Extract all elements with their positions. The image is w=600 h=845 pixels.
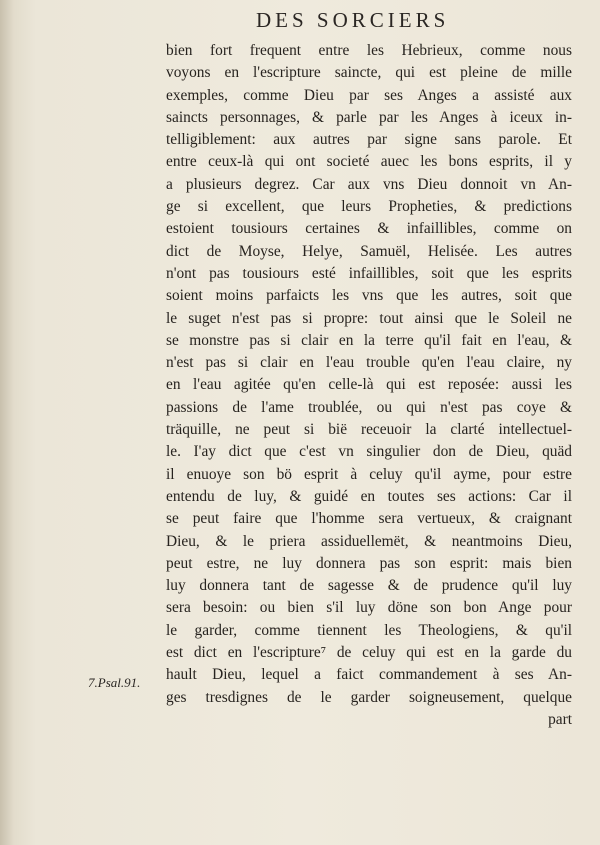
text-line: saincts personnages, & parle par les Anges à iceux in-	[166, 108, 572, 126]
text-line: le. I'ay dict que c'est vn singulier don de Dieu, quäd	[166, 443, 572, 461]
text-line: entendu de luy, & guidé en toutes ses actions: Car il	[166, 487, 572, 505]
running-header: DES SORCIERS	[256, 8, 450, 32]
text-line: telligiblement: aux autres par signe sans parole. Et	[166, 131, 572, 149]
text-line: träquille, ne peut si bië receuoir la clarté intellectuel-	[166, 421, 572, 439]
text-line: est dict en l'escripture⁷ de celuy qui est en la garde du	[166, 644, 572, 662]
text-line: dict de Moyse, Helye, Samuël, Helisée. Les autres	[166, 242, 572, 260]
text-line: ges tresdignes de le garder soigneusement, quelque	[166, 688, 572, 706]
text-line: estoient tousiours certaines & infaillibles, comme on	[166, 220, 572, 238]
text-line: il enuoye son bö esprit à celuy qu'il ayme, pour estre	[166, 465, 572, 483]
text-line: le suget n'est pas si propre: tout ainsi que le Soleil ne	[166, 309, 572, 327]
catchword: part	[548, 710, 572, 728]
text-line: luy donnera tant de sagesse & de prudence qu'il luy	[166, 577, 572, 595]
text-line: hault Dieu, lequel a faict commandement à ses An-	[166, 666, 572, 684]
text-line: en l'eau agitée qu'en celle-là qui est reposée: aussi les	[166, 376, 572, 394]
text-line: bien fort frequent entre les Hebrieux, comme nous	[166, 42, 572, 59]
text-line: exemples, comme Dieu par ses Anges a assisté aux	[166, 86, 572, 104]
text-line: se peut faire que l'homme sera vertueux, & craignant	[166, 510, 572, 528]
main-text-block	[166, 40, 572, 731]
margin-citation: 7.Psal.91.	[88, 675, 141, 690]
binding-shadow	[0, 0, 14, 845]
text-line: Dieu, & le priera assiduellemët, & neantmoins Dieu,	[166, 532, 572, 550]
text-line: peut estre, ne luy donnera pas son esprit: mais bien	[166, 554, 572, 572]
text-line: entre ceux-là qui ont societé auec les bons esprits, il y	[166, 153, 572, 171]
text-line: ge si excellent, que leurs Propheties, & predictions	[166, 198, 572, 216]
text-line: a plusieurs degrez. Car aux vns Dieu donnoit vn An-	[166, 175, 572, 193]
text-line: sera besoin: ou bien s'il luy döne son bon Ange pour	[166, 599, 572, 617]
text-line: le garder, comme tiennent les Theologiens, & qu'il	[166, 621, 572, 639]
text-line: se monstre pas si clair en la terre qu'il fait en l'eau, &	[166, 331, 572, 349]
text-line: voyons en l'escripture saincte, qui est pleine de mille	[166, 64, 572, 82]
text-line: n'ont pas tousiours esté infaillibles, soit que les esprits	[166, 264, 572, 282]
text-line: passions de l'ame troublée, ou qui n'est pas coye &	[166, 398, 572, 416]
text-line: soient moins parfaicts les vns que les autres, soit que	[166, 287, 572, 305]
text-line: n'est pas si clair en l'eau trouble qu'en l'eau claire, ny	[166, 354, 572, 372]
